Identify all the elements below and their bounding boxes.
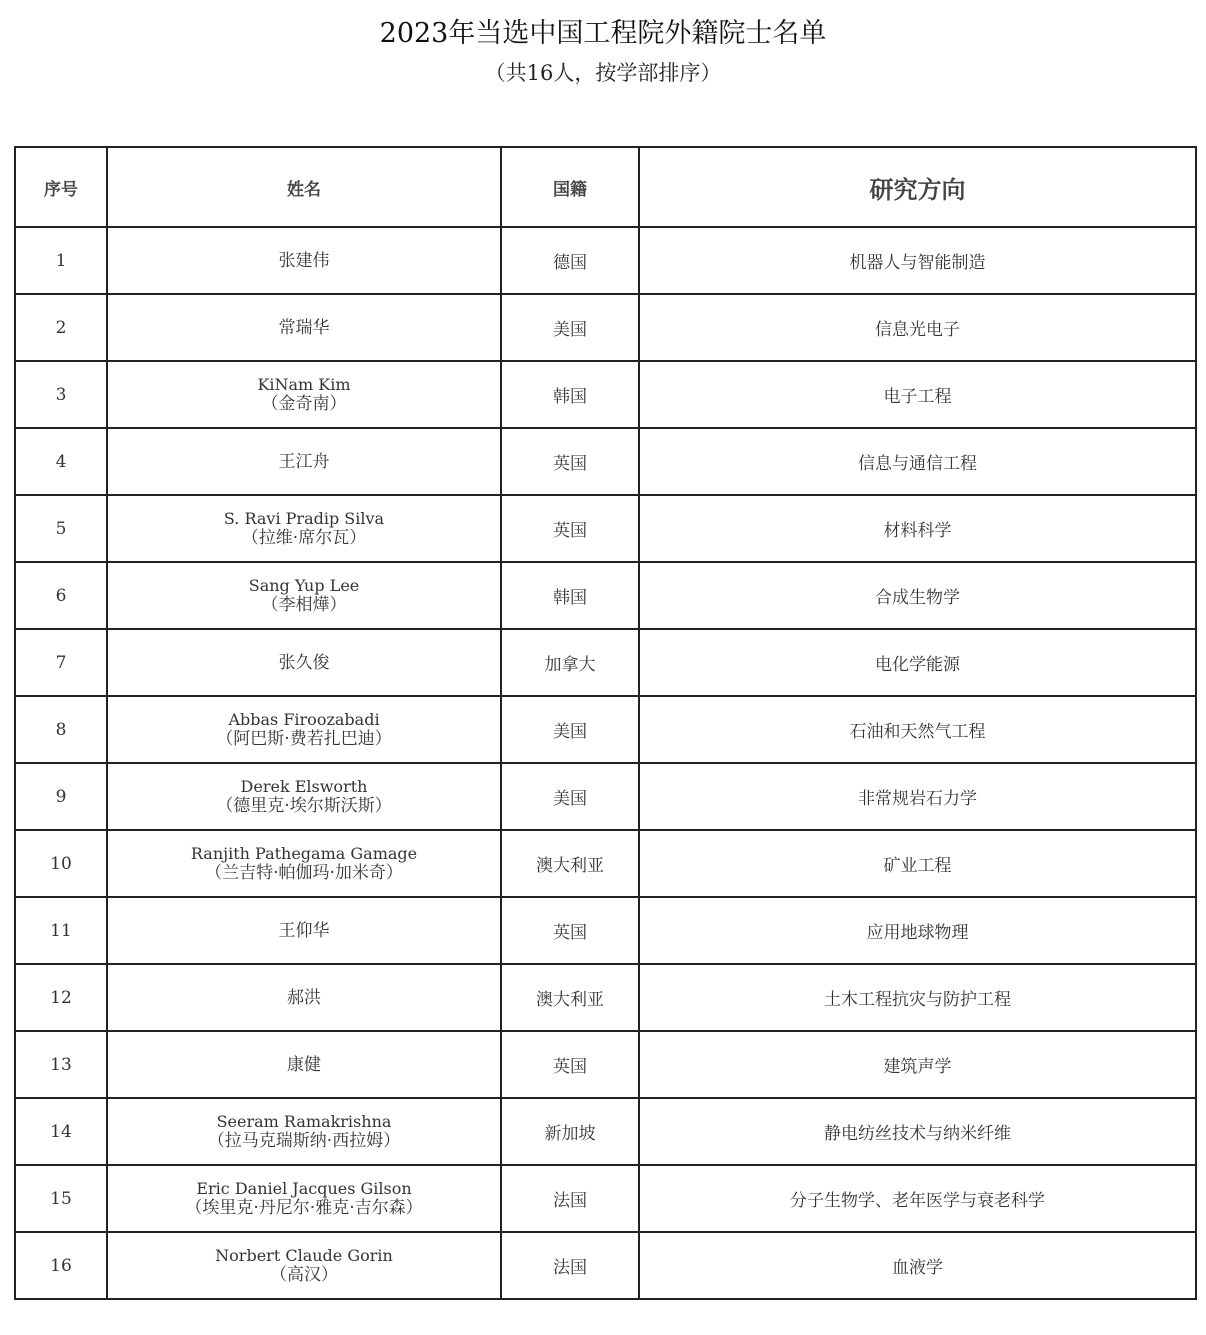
- row-research-field: 静电纺丝技术与纳米纤维: [639, 1098, 1196, 1165]
- row-index: 15: [15, 1165, 107, 1232]
- row-name-chinese: （李相燁）: [261, 595, 347, 615]
- page-subtitle: （共16人，按学部排序）: [484, 61, 722, 85]
- table-row: [15, 294, 1196, 361]
- row-index: 3: [15, 361, 107, 428]
- row-name-cell: [107, 629, 501, 696]
- row-name-cell: [107, 495, 501, 562]
- row-name-latin: Derek Elsworth: [240, 777, 368, 796]
- row-nationality: 德国: [501, 227, 639, 294]
- row-nationality: 英国: [501, 1031, 639, 1098]
- row-name-latin: Abbas Firoozabadi: [228, 710, 380, 729]
- row-name-latin: Eric Daniel Jacques Gilson: [196, 1179, 412, 1198]
- table-row: [15, 562, 1196, 629]
- row-index: 8: [15, 696, 107, 763]
- page-title: 2023年当选中国工程院外籍院士名单: [379, 18, 827, 49]
- row-name-cell: [107, 1232, 501, 1299]
- table-row: [15, 1031, 1196, 1098]
- row-nationality: 新加坡: [501, 1098, 639, 1165]
- row-research-field: 非常规岩石力学: [639, 763, 1196, 830]
- row-name-chinese: 王江舟: [278, 451, 330, 472]
- row-index: 9: [15, 763, 107, 830]
- row-name-chinese: （高汉）: [270, 1265, 338, 1285]
- table-body: [15, 227, 1196, 1299]
- row-index: 5: [15, 495, 107, 562]
- row-name-latin: Seeram Ramakrishna: [216, 1112, 392, 1131]
- header-name: 姓名: [107, 147, 501, 227]
- row-name-latin: Ranjith Pathegama Gamage: [190, 844, 418, 863]
- row-research-field: 矿业工程: [639, 830, 1196, 897]
- row-name-cell: [107, 361, 501, 428]
- row-index: 10: [15, 830, 107, 897]
- row-name-chinese: 郝洪: [287, 987, 321, 1008]
- row-name-chinese: 常瑞华: [278, 317, 330, 338]
- row-index: 12: [15, 964, 107, 1031]
- row-name-cell: [107, 897, 501, 964]
- row-research-field: 合成生物学: [639, 562, 1196, 629]
- row-name-latin: S. Ravi Pradip Silva: [223, 509, 385, 528]
- table-row: [15, 964, 1196, 1031]
- row-research-field: 机器人与智能制造: [639, 227, 1196, 294]
- row-research-field: 电子工程: [639, 361, 1196, 428]
- row-index: 6: [15, 562, 107, 629]
- header-index: 序号: [15, 147, 107, 227]
- row-index: 7: [15, 629, 107, 696]
- table-row: [15, 830, 1196, 897]
- row-nationality: 法国: [501, 1165, 639, 1232]
- table-row: [15, 361, 1196, 428]
- row-name-chinese: 康健: [287, 1054, 321, 1075]
- row-name-chinese: 张建伟: [278, 250, 330, 271]
- row-nationality: 英国: [501, 428, 639, 495]
- row-name-chinese: 张久俊: [278, 652, 330, 673]
- row-name-cell: [107, 562, 501, 629]
- row-nationality: 美国: [501, 294, 639, 361]
- row-research-field: 电化学能源: [639, 629, 1196, 696]
- row-research-field: 土木工程抗灾与防护工程: [639, 964, 1196, 1031]
- table-row: [15, 227, 1196, 294]
- row-name-cell: [107, 964, 501, 1031]
- row-nationality: 加拿大: [501, 629, 639, 696]
- row-name-cell: [107, 696, 501, 763]
- row-nationality: 英国: [501, 495, 639, 562]
- table-row: [15, 763, 1196, 830]
- row-research-field: 血液学: [639, 1232, 1196, 1299]
- row-research-field: 建筑声学: [639, 1031, 1196, 1098]
- row-name-chinese: （阿巴斯·费若扎巴迪）: [216, 729, 392, 749]
- row-name-latin: KiNam Kim: [257, 375, 351, 394]
- header-field: 研究方向: [639, 147, 1196, 227]
- row-index: 13: [15, 1031, 107, 1098]
- row-index: 1: [15, 227, 107, 294]
- row-name-chinese: （拉维·席尔瓦）: [241, 528, 367, 548]
- table-row: [15, 495, 1196, 562]
- row-name-cell: [107, 428, 501, 495]
- table-row: [15, 428, 1196, 495]
- row-index: 2: [15, 294, 107, 361]
- row-name-chinese: （兰吉特·帕伽玛·加米奇）: [205, 863, 403, 883]
- row-name-chinese: 王仰华: [278, 920, 330, 941]
- row-nationality: 美国: [501, 696, 639, 763]
- row-nationality: 澳大利亚: [501, 830, 639, 897]
- row-nationality: 澳大利亚: [501, 964, 639, 1031]
- row-research-field: 材料科学: [639, 495, 1196, 562]
- row-nationality: 韩国: [501, 562, 639, 629]
- row-name-latin: Norbert Claude Gorin: [215, 1246, 393, 1265]
- academician-table: [14, 146, 1197, 1300]
- row-nationality: 韩国: [501, 361, 639, 428]
- table-row: [15, 629, 1196, 696]
- row-name-chinese: （埃里克·丹尼尔·雅克·吉尔森）: [185, 1198, 423, 1218]
- row-name-cell: [107, 1031, 501, 1098]
- table-row: [15, 897, 1196, 964]
- row-name-cell: [107, 830, 501, 897]
- table-row: [15, 1098, 1196, 1165]
- row-research-field: 应用地球物理: [639, 897, 1196, 964]
- table-row: [15, 1232, 1196, 1299]
- row-name-chinese: （金奇南）: [261, 394, 347, 414]
- row-nationality: 法国: [501, 1232, 639, 1299]
- row-research-field: 石油和天然气工程: [639, 696, 1196, 763]
- row-index: 14: [15, 1098, 107, 1165]
- table-row: [15, 696, 1196, 763]
- row-name-cell: [107, 294, 501, 361]
- row-research-field: 信息光电子: [639, 294, 1196, 361]
- row-index: 4: [15, 428, 107, 495]
- row-research-field: 信息与通信工程: [639, 428, 1196, 495]
- row-name-latin: Sang Yup Lee: [248, 576, 360, 595]
- row-index: 11: [15, 897, 107, 964]
- table-header-row: [15, 147, 1196, 227]
- row-name-cell: [107, 763, 501, 830]
- row-name-cell: [107, 227, 501, 294]
- row-nationality: 美国: [501, 763, 639, 830]
- row-name-chinese: （德里克·埃尔斯沃斯）: [216, 796, 392, 816]
- row-index: 16: [15, 1232, 107, 1299]
- row-nationality: 英国: [501, 897, 639, 964]
- row-name-chinese: （拉马克瑞斯纳·西拉姆）: [207, 1131, 401, 1151]
- header-nationality: 国籍: [501, 147, 639, 227]
- row-research-field: 分子生物学、老年医学与衰老科学: [639, 1165, 1196, 1232]
- row-name-cell: [107, 1098, 501, 1165]
- table-row: [15, 1165, 1196, 1232]
- row-name-cell: [107, 1165, 501, 1232]
